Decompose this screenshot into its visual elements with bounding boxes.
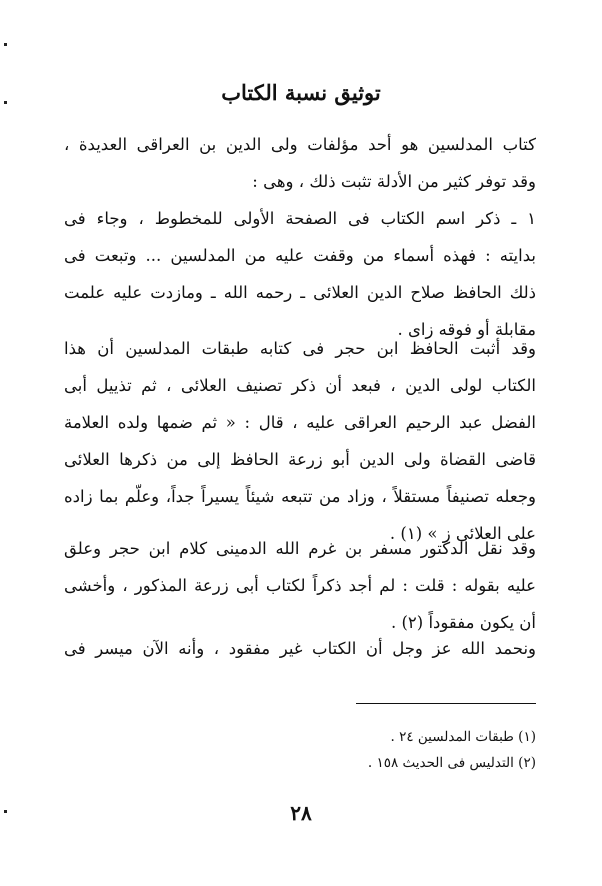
footnote-2: (٢) التدليس فى الحديث ١٥٨ . [367,755,536,771]
text-line: عليه بقوله : قلت : لم أجد ذكراً لكتاب أبى زرعة المذكور ، وأخشى [64,576,536,595]
text-line: ونحمد الله عز وجل أن الكتاب غير مفقود ، وأنه الآن ميسر فى [64,639,536,658]
footnote-1: (١) طبقات المدلسين ٢٤ . [390,729,536,745]
text-line: على العلائى ز » (١) . [389,524,536,543]
paragraph-4 [64,530,536,641]
page-title: توثيق نسبة الكتاب [221,80,381,105]
text-line: وقد أثبت الحافظ ابن حجر فى كتابه طبقات المدلسين أن هذا [64,339,536,358]
text-line: وقد نقل الدكتور مسفر بن غرم الله الدمينى كلام ابن حجر وعلق [64,539,536,558]
footnote-divider [356,703,536,704]
text-line: ذلك الحافظ صلاح الدين العلائى ـ رحمه الله ـ ومازدت عليه علمت [64,283,536,302]
text-line: ١ ـ ذكر اسم الكتاب فى الصفحة الأولى للمخطوط ، وجاء فى [64,209,536,228]
footnotes [64,724,536,776]
text-line: وجعله تصنيفاً مستقلاً ، وزاد من تتبعه شيئاً يسيراً جداً، وعلّم بما زاده [64,487,536,506]
text-line: الفضل عبد الرحيم العراقى عليه ، قال : « ثم ضمها ولده العلامة [64,413,536,432]
text-line: كتاب المدلسين هو أحد مؤلفات ولى الدين بن العراقى العديدة ، [64,135,536,154]
paragraph-5 [64,630,536,667]
text-line: الكتاب لولى الدين ، فبعد أن ذكر تصنيف العلائى ، ثم تذييل أبى [64,376,536,395]
text-line: أن يكون مفقوداً (٢) . [390,613,536,632]
text-line: بدايته : فهذه أسماء من وقفت عليه من المدلسين ... وتبعت فى [64,246,536,265]
paragraph-1 [64,126,536,200]
paragraph-3 [64,330,536,552]
paragraph-2 [64,200,536,348]
text-line: وقد توفر كثير من الأدلة تثبت ذلك ، وهى : [252,172,536,191]
text-line: قاضى القضاة ولى الدين أبو زرعة الحافظ إلى من ذكرها العلائى [64,450,536,469]
margin-mark [4,43,7,46]
text-line: مقابلة أو فوقه زاى . [397,320,536,339]
page-number: ٢٨ [290,801,312,825]
